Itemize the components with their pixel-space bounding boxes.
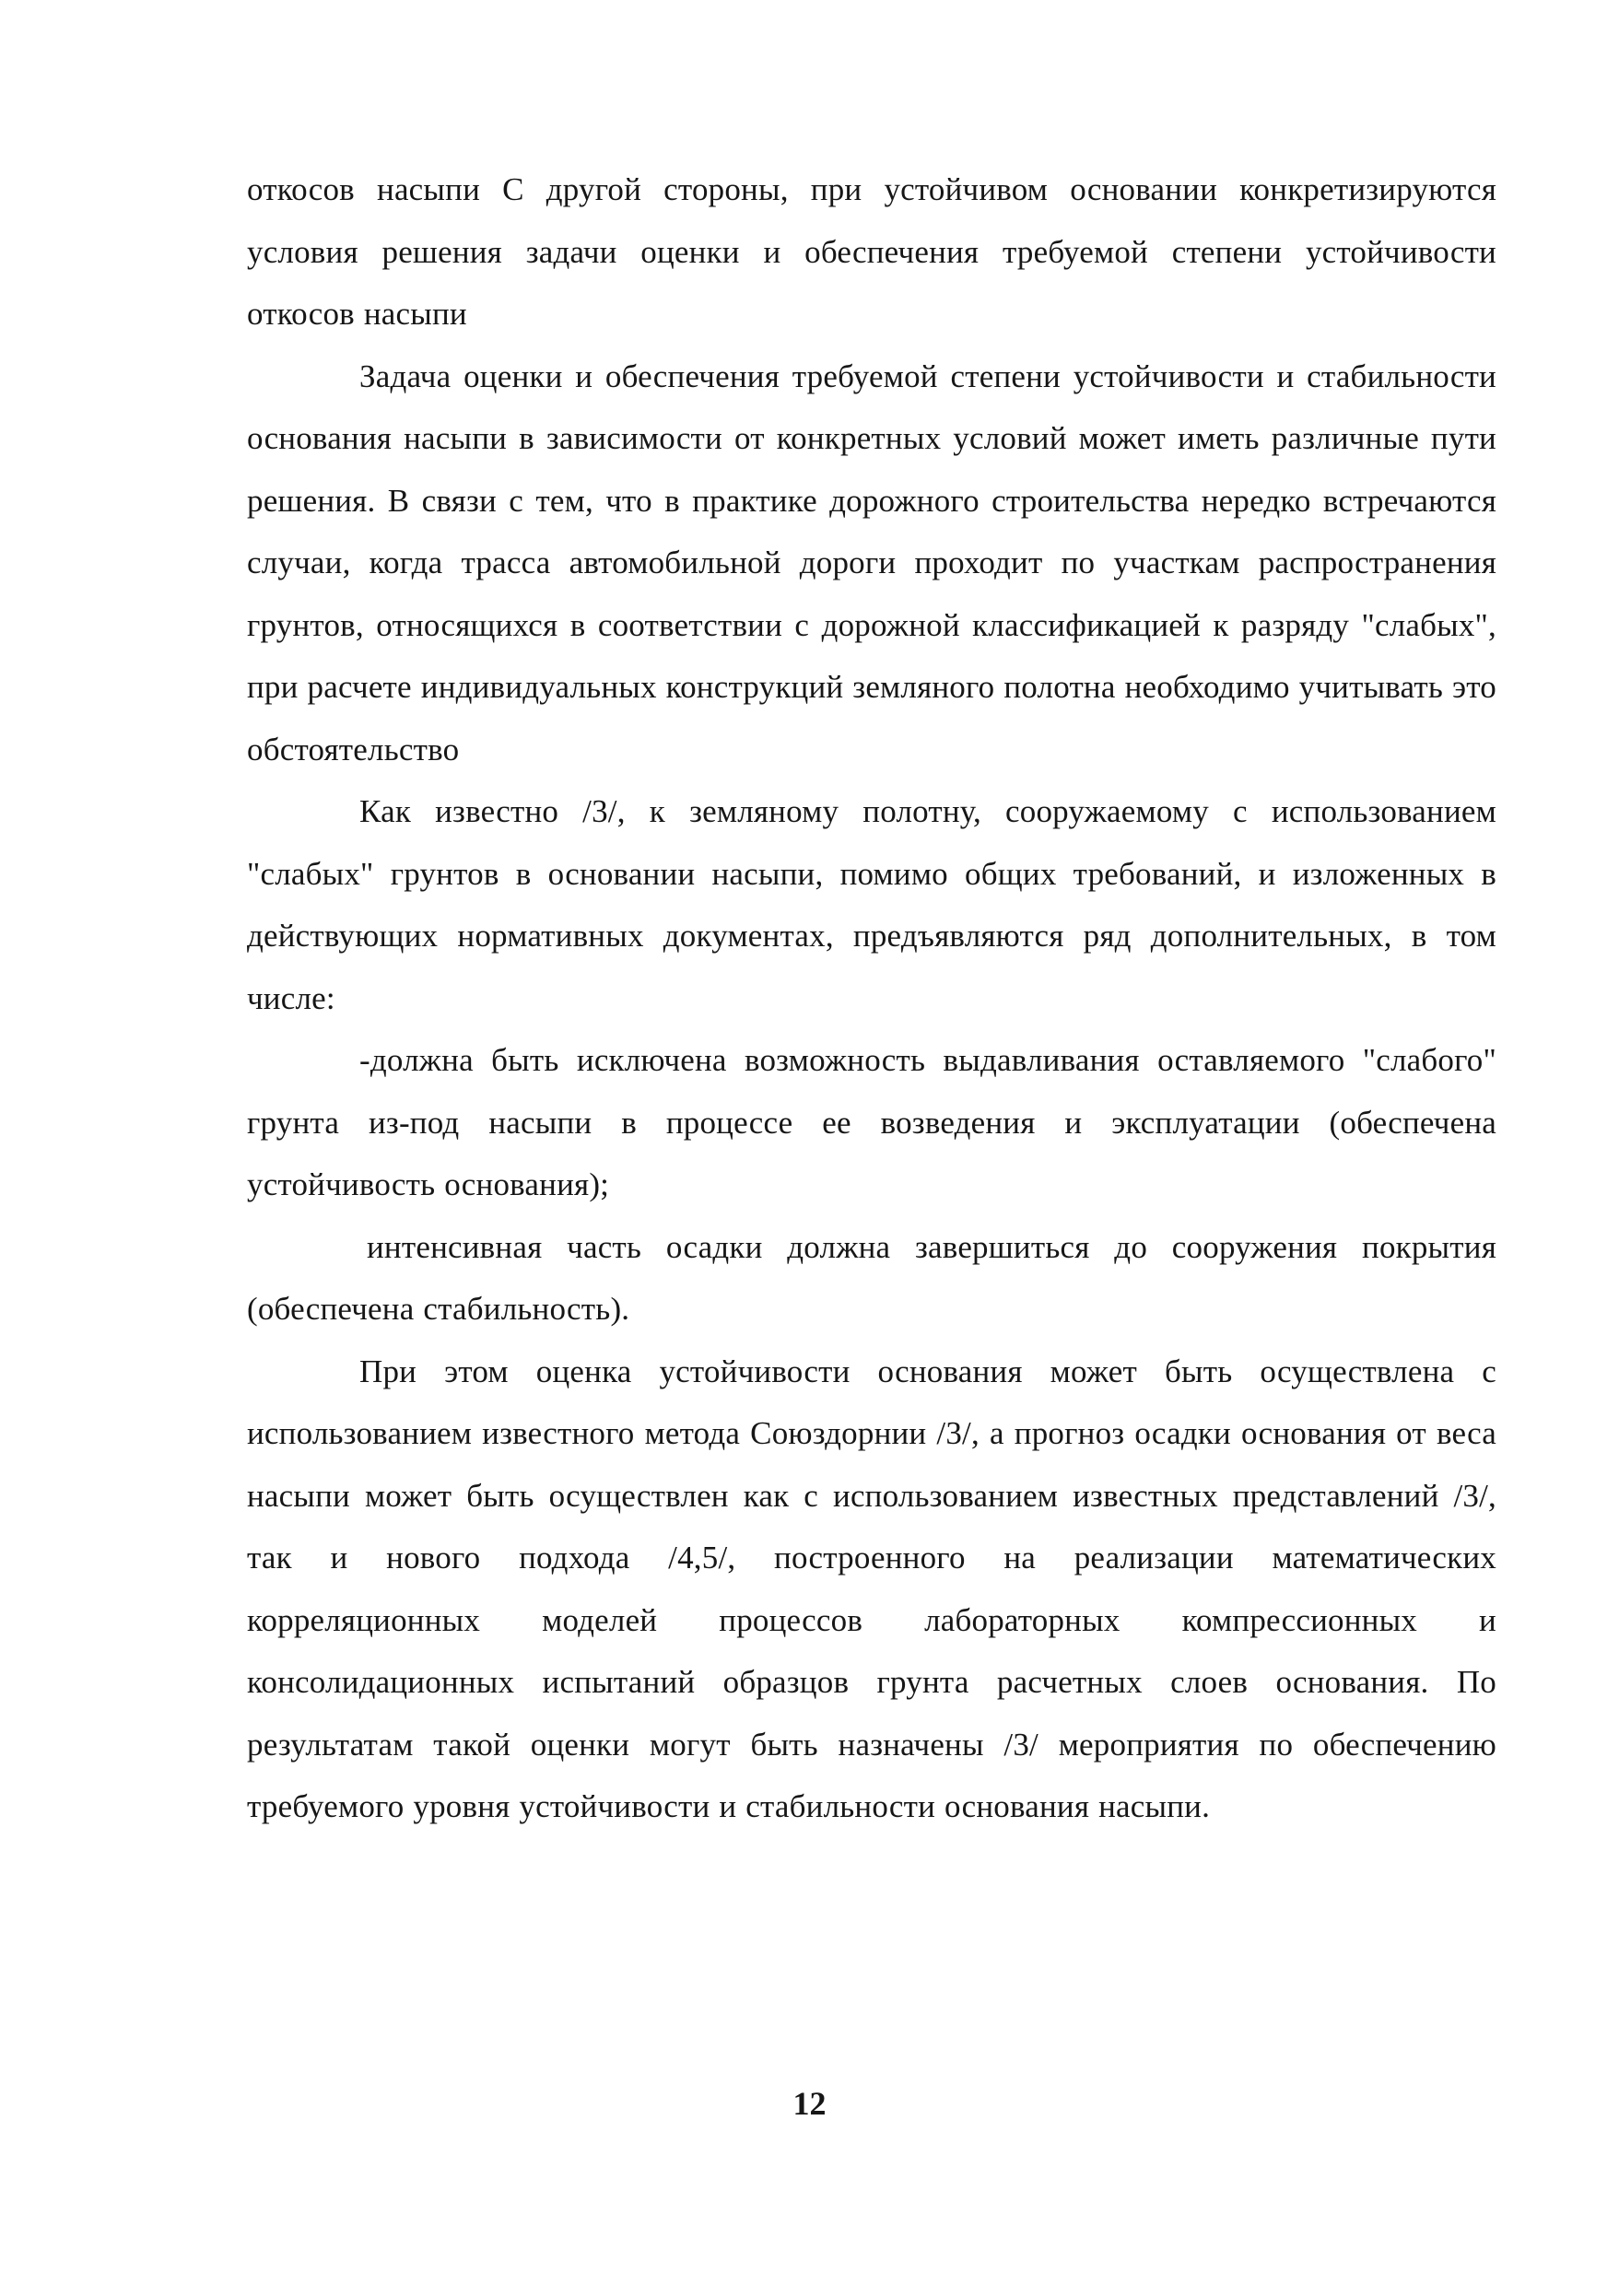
list-item-settlement: интенсивная часть осадки должна завершиться до сооружения покрытия (обеспечена стабильность).	[247, 1228, 1496, 1327]
page-number: 12	[792, 2085, 827, 2122]
paragraph-continuation: откосов насыпи С другой стороны, при устойчивом основании конкретизируются условия решения задачи оценки и обеспечения требуемой степени устойчивости откосов насыпи	[247, 171, 1496, 332]
text-body	[247, 158, 1496, 1838]
paragraph-assessment: При этом оценка устойчивости основания может быть осуществлена с использованием известного метода Союздорнии /3/, а прогноз осадки основания от веса насыпи может быть осуществлен как с использованием известных представлений /3/, так и нового подхода /4,5/, построенного на реализации математических корреляционных моделей процессов лабораторных компрессионных и консолидационных испытаний образцов грунта расчетных слоев основания. По результатам такой оценки могут быть назначены /3/ мероприятия по обеспечению требуемого уровня устойчивости и стабильности основания насыпи.	[247, 1353, 1496, 1824]
paragraph-stability-task: Задача оценки и обеспечения требуемой степени устойчивости и стабильности основания насыпи в зависимости от конкретных условий может иметь различные пути решения. В связи с тем, что в практике дорожного строительства нередко встречаются случаи, когда трасса автомобильной дороги проходит по участкам распространения грунтов, относящихся в соответствии с дорожной классификацией к разряду "слабых", при расчете индивидуальных конструкций земляного полотна необходимо учитывать это обстоятельство	[247, 357, 1496, 767]
list-item-extrusion: -должна быть исключена возможность выдавливания оставляемого "слабого" грунта из-под насыпи в процессе ее возведения и эксплуатации (обеспечена устойчивость основания);	[247, 1042, 1496, 1202]
paragraph-requirements: Как известно /3/, к земляному полотну, сооружаемому с использованием "слабых" грунтов в основании насыпи, помимо общих требований, и изложенных в действующих нормативных документах, предъявляются ряд дополнительных, в том числе:	[247, 793, 1496, 1016]
